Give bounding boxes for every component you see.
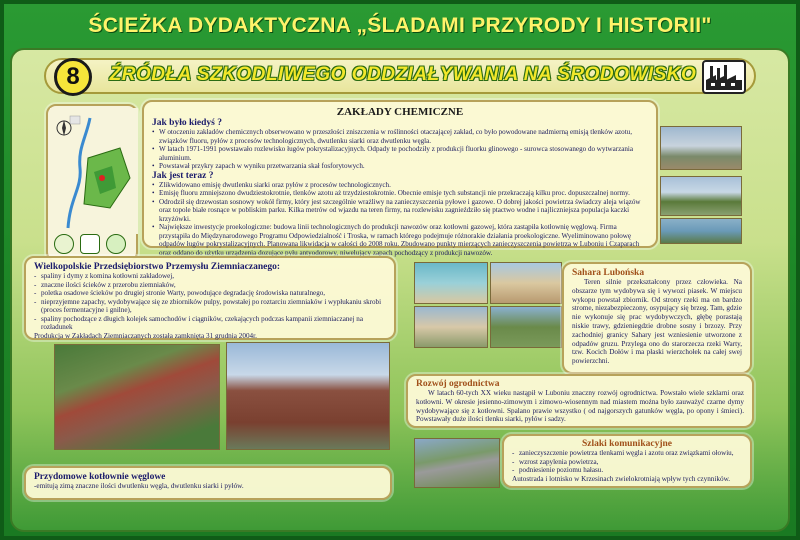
gardening-panel [406,374,754,428]
list-item: - wzrost zapylenia powietrza, [512,458,742,467]
list-item: • Powstawał przykry zapach w wyniku przetwarzania skał fosforytowych. [152,162,648,171]
potato-plant-aerial-photo [54,344,220,450]
now-list [152,181,648,258]
list-item: - znaczne ilości ścieków z przerobu ziemniaków, [34,281,386,290]
factory-icon [702,60,746,94]
sahara-photo-1 [414,262,488,304]
chemical-plants-panel [142,100,658,257]
chemical-plant-photo-3 [660,218,742,244]
list-item: • Największe inwestycje proekologiczne: budowa linii technologicznych do produkcji nawozów oraz kotłowni gazowej, która zastąpiła kotłownię węglową. Firma przystąpiła do Międzynarodowego Programu Odpowiedzialność i Troska, w ramach którego podejmuje różnorakie działania proekologiczne. Wyeliminowano połowę odpadów ługów pokrystalizacyjnych. Planowana likwidacja w całości do 2008 roku. Zbudowano punkty mierzących zanieczyszczenia powietrza w Luboniu i Czaparach oraz oddano do użytku urządzenia dozujące pyłu antyodorowy, niwelujący zapach pochodzący z produkcji nawozów. [152,223,648,257]
list-item: • Emisję fluoru zmniejszono dwudziestokrotnie, tlenków azotu aż trzydziestokrotnie. Obecnie emisje tych substancji nie przekraczają kilku proc. dopuszczalnej normy. [152,189,648,198]
list-item: - podniesienie poziomu hałasu. [512,466,742,475]
roads-list [512,449,742,475]
page-title: ŚCIEŻKA DYDAKTYCZNA „ŚLADAMI PRZYRODY I HISTORII" [88,14,712,37]
map-panel [46,104,138,262]
boilers-panel [24,466,392,500]
list-item: - spaliny pochodzące z długich kolejek samochodów i ciągników, czekających podczas kampanii ziemniaczanej na rozładunek [34,315,386,332]
sahara-photo-2 [490,262,562,304]
list-item: - poletka osadowe ścieków po drugiej stronie Warty, powodujące degradację środowiska naturalnego, [34,289,386,298]
chemical-plant-photo-2 [660,176,742,216]
past-title: Jak było kiedyś ? [152,118,222,128]
list-item: - spaliny i dymy z komina kotłowni zakładowej, [34,272,386,281]
sahara-title: Sahara Lubońska [572,268,645,278]
sahara-text: Teren silnie przekształcony przez człowieka. Na obszarze tym wydobywa się i wywozi piasek. W miejscu wykopu powstał zbiornik. Od strony rzeki ma on bardzo strome, niezabezpieczony, osypujący się brzeg. Tam, gdzie nie wykonuje się prac wydobywczych, głębę porastają niskie trawy, gdzieniegdzie drobne sosny i brzozy. Przy zachodniej granicy Sahary jest wzniesienie utworzone z odpadów gruzu. Przylega ono do starorzecza rzeki Warty, tzw. Kocich Dołów i ma płaski wierzchołek na całej swej powierzchni. [572,278,742,366]
logo-circle-icon [54,234,74,254]
list-item: • W latach 1971-1991 powstawało rozlewisko ługów pokrystalizacyjnych. Odpady te pochodziły z produkcji fluorku glinowego - surowca stosowanego do wytwarzania aluminium. [152,145,648,162]
sahara-photo-4 [490,306,562,348]
compass-icon [54,118,74,138]
sahara-photo-3 [414,306,488,348]
list-item: - zanieczyszczenie powietrza tlenkami węgla i azotu oraz związkami ołowiu, [512,449,742,458]
logo-shield-icon [80,234,100,254]
roads-note: Autostrada i lotnisko w Krzesinach zwielokrotniają wpływ tych czynników. [512,474,731,483]
roads-title: Szlaki komunikacyjne [581,439,672,449]
list-item: • Odrodził się drzewostan sosnowy wokół firmy, który jest szczególnie wrażliwy na zanieczyszczenia pyłowe i gazowe. O dobrej jakości powietrza świadczy aleja wiązów oraz topole białe rosnące w pobliskim parku. Kilka metrów od wjazdu na teren firmy, na rozlewisku zagnieździło się ptactwo wodne i najliczniejsza populacja kaczki krzyżówki. [152,198,648,224]
list-item: • W otoczeniu zakładów chemicznych obserwowano w przeszłości zniszczenia w roślinności otaczającej zakład, co było powodowane nadmierną emisją tlenków azotu, związków fluoru, pyłów z procesów technologicznych, dwutlenku siarki oraz dwutlenku węgla. [152,128,648,145]
logo-leaf-icon [106,234,126,254]
chemical-plants-heading: ZAKŁADY CHEMICZNE [336,106,464,118]
potato-plant-building-photo [226,342,390,450]
chemical-plant-photo-1 [660,126,742,170]
potato-title: Wielkopolskie Przedsiębiorstwo Przemysłu Ziemniaczanego: [34,262,281,272]
gardening-title: Rozwój ogrodnictwa [416,379,500,389]
past-list [152,128,648,171]
potato-enterprise-panel [24,256,396,340]
highway-photo [414,438,500,488]
gardening-text: W latach 60-tych XX wieku nastąpił w Luboniu znaczny rozwój ogrodnictwa. Powstało wiele szklarni oraz kotłowni. W okresie jesienno-zimowym i zimowo-wiosennym nad miastem można było zauważyć czarne dymy wydobywające się z kotłowni. Spalano prawie wszystko ( od najgorszych gatunków węgla, po opony i śmieci). Powstawały duże ilości tlenku siarki, pyłów i sadzy. [416,389,744,424]
potato-list [34,272,386,332]
sahara-panel [562,262,752,374]
list-item: - nieprzyjemne zapachy, wydobywające się ze zbiorników pulpy, powstałej po roztarciu ziemniaków i wypłukaniu skrobi (proces fermentacyjne i gnilne), [34,298,386,315]
now-title: Jak jest teraz ? [152,170,214,181]
station-number-badge: 8 [54,58,92,96]
potato-note: Produkcja w Zakładach Ziemniaczanych została zamknięta 31 grudnia 2004r. [34,331,257,340]
boilers-text: -emitują zimą znaczne ilości dwutlenku węgla, dwutlenku siarki i pyłów. [34,482,244,490]
list-item: • Zlikwidowano emisję dwutlenku siarki oraz pyłów z procesów technologicznych. [152,181,648,190]
subtitle: ŹRÓDŁA SZKODLIWEGO ODDZIAŁYWANIA NA ŚRODOWISKO [109,64,697,85]
roads-panel [502,434,752,488]
boilers-title: Przydomowe kotłownie węglowe [34,472,166,482]
